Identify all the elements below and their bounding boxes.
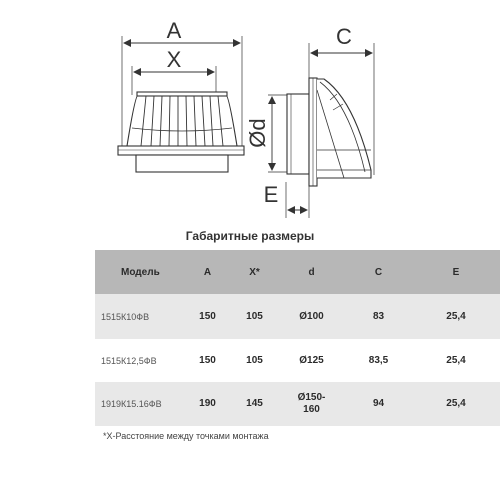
- side-view: [268, 43, 374, 218]
- label-c: C: [336, 24, 352, 49]
- header-d: d: [308, 266, 315, 278]
- cell-model: 1919К15.16ФВ: [101, 399, 162, 409]
- header-model: Модель: [121, 266, 160, 278]
- cell-d: Ø100: [299, 310, 324, 322]
- label-d: Ød: [245, 118, 270, 148]
- cell-x: 105: [246, 354, 263, 366]
- dimensions-table: [95, 250, 500, 426]
- label-e: E: [263, 182, 279, 207]
- header-x: X*: [249, 266, 260, 278]
- table-header-row: [95, 250, 500, 294]
- cell-c: 83,5: [368, 354, 389, 366]
- cell-model: 1515К10ФВ: [101, 311, 150, 322]
- footnote: *X-Расстояние между точками монтажа: [103, 431, 269, 441]
- cell-d: Ø125: [299, 354, 324, 366]
- label-a: A: [166, 18, 182, 43]
- cell-x: 145: [246, 398, 263, 409]
- cell-e: 25,4: [446, 354, 466, 366]
- cell-c: 83: [372, 310, 385, 322]
- cell-d: [278, 382, 345, 426]
- cell-e: 25,4: [446, 398, 466, 409]
- cell-d-text: Ø150-160: [297, 392, 326, 415]
- table-row: [95, 339, 500, 382]
- header-a: A: [203, 266, 212, 278]
- table-title: Габаритные размеры: [185, 229, 315, 243]
- cell-e: 25,4: [446, 310, 466, 322]
- cell-model: 1515К12,5ФВ: [101, 355, 157, 366]
- technical-drawing: [0, 0, 500, 230]
- header-e: E: [452, 266, 460, 278]
- table-row: [95, 382, 500, 426]
- cell-a: 150: [199, 354, 216, 366]
- cell-a: 190: [199, 398, 216, 409]
- table-row: [95, 294, 500, 339]
- cell-c: 94: [372, 398, 385, 409]
- header-c: C: [374, 266, 383, 278]
- cell-x: 105: [246, 310, 263, 322]
- label-x: X: [166, 47, 182, 72]
- cell-a: 150: [199, 310, 216, 322]
